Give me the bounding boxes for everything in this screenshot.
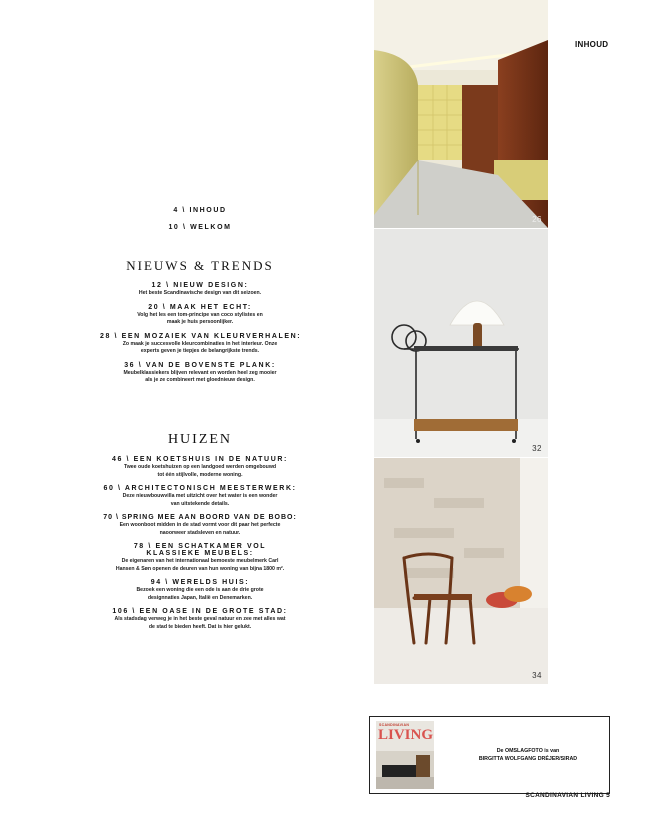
section-label: INHOUD (575, 40, 609, 49)
toc-item[interactable]: 78 \ EEN SCHATKAMER VOL KLASSIEKE MEUBELS: De eigenaren van het internationaal bemoeste meubelmerk Carl Hansen & Søn openen de deuren van hun woning van bijna 1800 m². (115, 543, 285, 572)
photo-chair (374, 458, 548, 684)
toc-item[interactable]: 60 \ ARCHITECTONISCH MEESTERWERK: Deze nieuwbouwvilla met uitzicht over het water is een wonder van uitstekende details. (103, 485, 297, 507)
photo-page-number: 34 (532, 671, 542, 680)
toc-item[interactable]: 20 \ MAAK HET ECHT: Volg het les een tom-principe van coco stylistes en maak je huis persoonlijker. (137, 303, 263, 325)
toc-item[interactable]: 94 \ WERELDS HUIS: Bezoek een woning die een ode is aan de drie grote designnaties Japan, Italië en Denemarken. (136, 579, 264, 601)
toc-item[interactable]: 70 \ SPRING MEE AAN BOORD VAN DE BOBO: Een woonboot midden in de stad vormt voor dit paar het perfecte naoorweer stadsleven en natuur. (103, 514, 297, 536)
wooden-chair-photo (374, 458, 548, 684)
cover-interior-icon (376, 721, 434, 789)
masthead-small: SCANDINAVIAN (379, 723, 410, 727)
photo-page-number: 32 (532, 444, 542, 453)
toc-intro-item[interactable]: 4 \ INHOUD (173, 207, 227, 214)
cover-credit-text: De OMSLAGFOTO is van BIRGITTA WOLFGANG DRÉJER/SIRAD (478, 748, 578, 762)
toc-intro-item[interactable]: 10 \ WELKOM (168, 224, 232, 231)
cover-credit-box (369, 716, 610, 794)
interior-corridor-photo (374, 0, 548, 228)
photo-lamp-trolley (374, 229, 548, 457)
masthead: LIVING (378, 727, 434, 743)
photo-page-number: 26 (532, 215, 542, 224)
toc-item[interactable]: 28 \ EEN MOZAIEK VAN KLEURVERHALEN: Zo maak je succesvolle kleurcombinaties in het interieur. Onze experts geven je tiepjes de belangrijkste trends. (100, 332, 302, 354)
section-heading: NIEUWS & TRENDS (126, 258, 274, 273)
toc-section-houses (100, 432, 300, 631)
toc-intro (100, 207, 300, 231)
photo-interior (374, 0, 548, 228)
lamp-trolley-photo (374, 229, 548, 457)
cover-thumbnail[interactable] (376, 721, 434, 789)
toc-item[interactable]: 46 \ EEN KOETSHUIS IN DE NATUUR: Twee oude koetshuizen op een landgoed werden omgebouwd tot één stijlvolle, moderne woning. (112, 456, 288, 478)
page-footer: SCANDINAVIAN LIVING 5 (525, 792, 610, 799)
toc-section-news (100, 258, 300, 385)
section-heading: HUIZEN (167, 432, 233, 447)
toc-item[interactable]: 12 \ NIEUW DESIGN: Het beste Scandinavische design van dit seizoen. (138, 282, 262, 296)
toc-item[interactable]: 36 \ VAN DE BOVENSTE PLANK: Meubelklassiekers blijven relevant en worden heel zeg mooier als je ze combineert met gloednieuw design. (123, 361, 277, 383)
toc-item[interactable]: 106 \ EEN OASE IN DE GROTE STAD: Als stadsdag verweg je in het beste geval natuur en zee met alles wat de stad te bieden heeft. Dat is hier gelukt. (112, 608, 288, 630)
